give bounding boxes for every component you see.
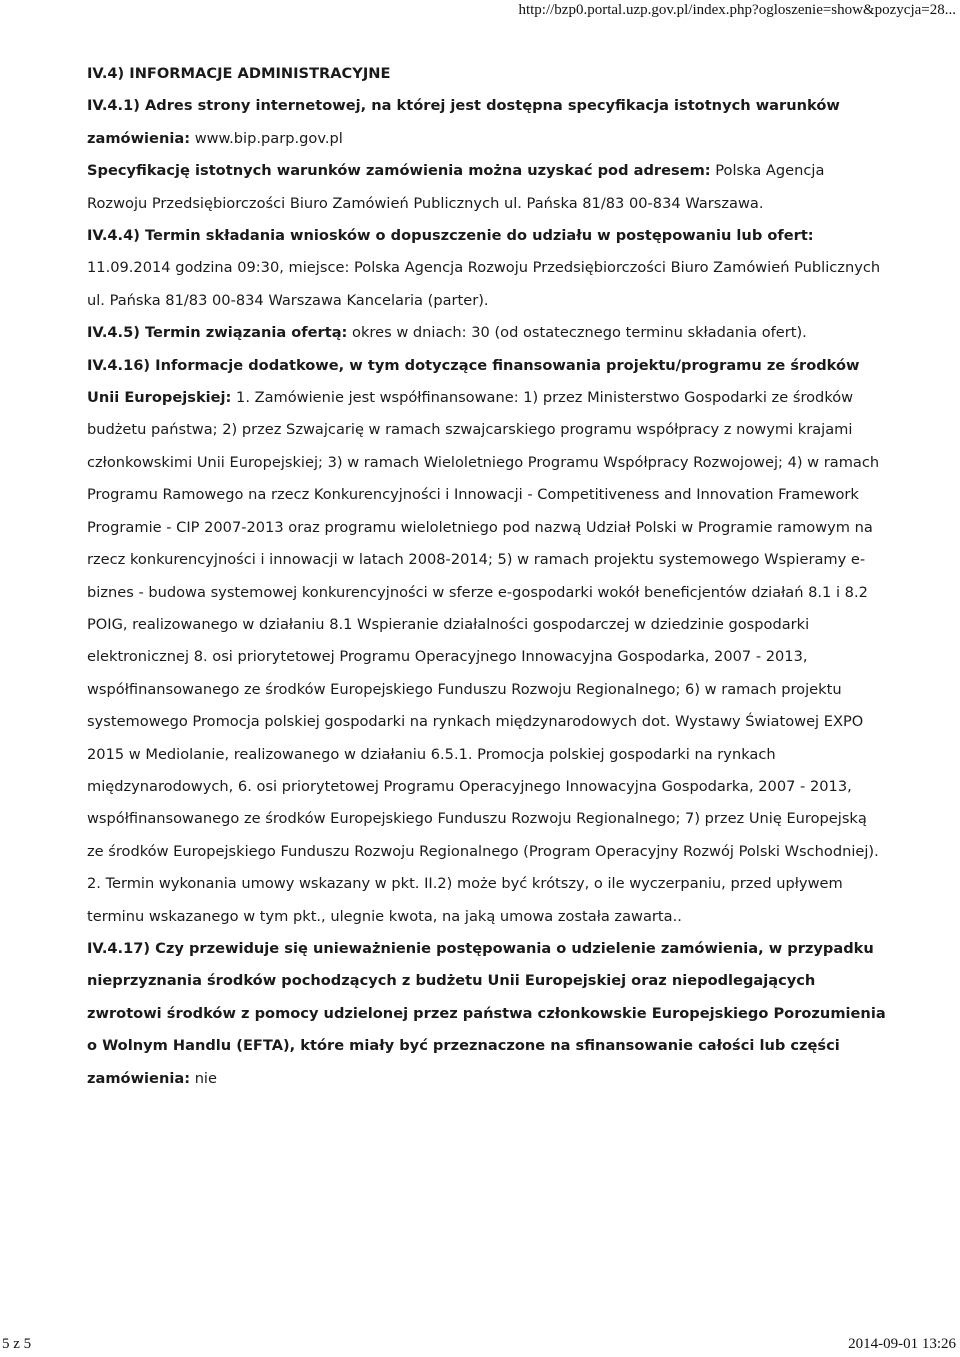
deadline-label: IV.4.4) Termin składania wniosków o dopuszczenie do udziału w postępowaniu lub ofert: (87, 227, 814, 245)
spec-url-label: IV.4.1) Adres strony internetowej, na której jest dostępna specyfikacja istotnych warunków zamówienia: (87, 97, 840, 147)
print-datetime: 2014-09-01 13:26 (848, 1336, 956, 1352)
additional-info-value: 1. Zamówienie jest współfinansowane: 1) przez Ministerstwo Gospodarki ze środków budżetu państwa; 2) przez Szwajcarię w ramach szwajcarskiego programu współpracy z nowymi krajami członkowskimi Unii Europejskiej; 3) w ramach Wieloletniego Programu Współpracy Rozwojowej; 4) w ramach Programu Ramowego na rzecz Konkurencyjności i Innowacji - Competitiveness and Innovation Framework Programie - CIP 2007-2013 oraz programu wieloletniego pod nazwą Udział Polski w Programie ramowym na rzecz konkurencyjności i innowacji w latach 2008-2014; 5) w ramach projektu systemowego Wspieramy e-biznes - budowa systemowej konkurencyjności w sferze e-gospodarki wokół beneficjentów działań 8.1 i 8.2 POIG, realizowanego w działaniu 8.1 Wspieranie działalności gospodarczej w dziedzinie gospodarki elektronicznej 8. osi priorytetowej Programu Operacyjnego Innowacyjna Gospodarka, 2007 - 2013, współfinansowanego ze środków Europejskiego Funduszu Rozwoju Regionalnego; 6) w ramach projektu systemowego Promocja polskiej gospodarki na rynkach międzynarodowych dot. Wystawy Światowej EXPO 2015 w Mediolanie, realizowanego w działaniu 6.5.1. Promocja polskiej gospodarki na rynkach międzynarodowych, 6. osi priorytetowej Programu Operacyjnego Innowacyjna Gospodarka, 2007 - 2013, współfinansowanego ze środków Europejskiego Funduszu Rozwoju Regionalnego; 7) przez Unię Europejską ze środków Europejskiego Funduszu Rozwoju Regionalnego (Program Operacyjny Rozwój Polski Wschodniej). 2. Termin wykonania umowy wskazany w pkt. II.2) może być krótszy, o ile wyczerpaniu, przed upływem terminu wskazanego w tym pkt., ulegnie kwota, na jaką umowa została zawarta.. (87, 389, 880, 925)
cancellation-label: IV.4.17) Czy przewiduje się unieważnienie postępowania o udzielenie zamówienia, w przypadku nieprzyznania środków pochodzących z budżetu Unii Europejskiej oraz niepodlegających zwrotowi środków z pomocy udzielonej przez państwa członkowskie Europejskiego Porozumienia o Wolnym Handlu (EFTA), które miały być przeznaczone na sfinansowanie całości lub części zamówienia: (87, 939, 886, 1087)
additional-info-label: IV.4.16) Informacje dodatkowe, w tym dotyczące finansowania projektu/programu ze środków Unii Europejskiej: (87, 356, 860, 407)
spec-address-field (87, 155, 887, 220)
spec-url-value: www.bip.parp.gov.pl (194, 129, 343, 147)
spec-url-field (87, 90, 887, 155)
cancellation-field (87, 933, 887, 1095)
binding-period-field (87, 317, 887, 349)
cancellation-value: nie (194, 1069, 217, 1087)
spec-address-label: Specyfikację istotnych warunków zamówienia można uzyskać pod adresem: (87, 162, 711, 180)
binding-period-value: okres w dniach: 30 (od ostatecznego terminu składania ofert). (352, 324, 807, 342)
additional-info-field (87, 350, 887, 933)
section-heading: IV.4) INFORMACJE ADMINISTRACYJNE (87, 65, 391, 82)
deadline-field (87, 220, 887, 317)
spec-address-value: Polska Agencja Rozwoju Przedsiębiorczości Biuro Zamówień Publicznych ul. Pańska 81/83 00-834 Warszawa. (87, 162, 825, 212)
page-number: 5 z 5 (2, 1336, 32, 1352)
document-body (87, 58, 887, 1095)
header-url: http://bzp0.portal.uzp.gov.pl/index.php?ogloszenie=show&pozycja=28... (518, 2, 956, 18)
deadline-value: 11.09.2014 godzina 09:30, miejsce: Polska Agencja Rozwoju Przedsiębiorczości Biuro Zamówień Publicznych ul. Pańska 81/83 00-834 Warszawa Kancelaria (parter). (87, 259, 881, 309)
binding-period-label: IV.4.5) Termin związania ofertą: (87, 324, 348, 342)
